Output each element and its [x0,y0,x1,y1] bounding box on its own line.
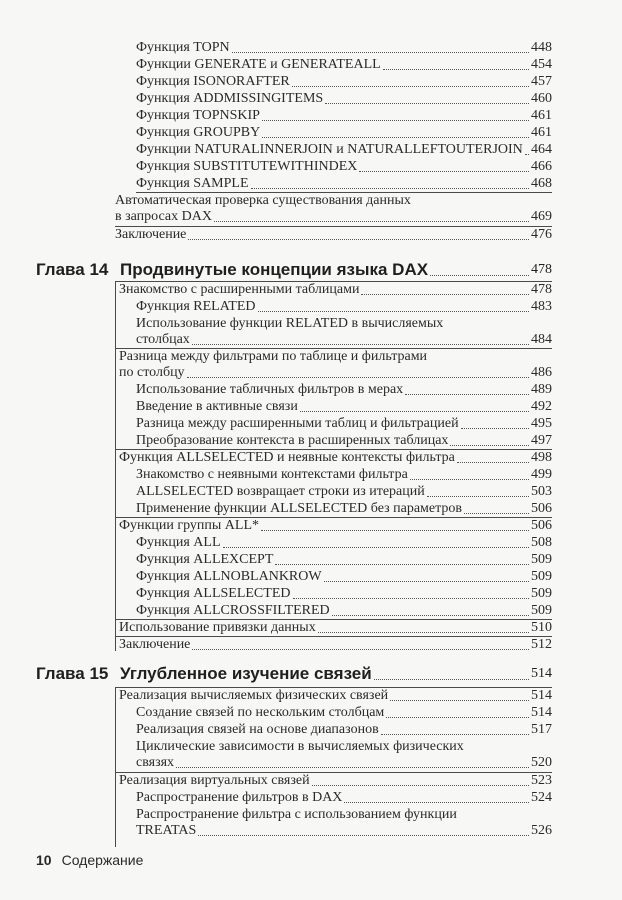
entry-page: 514 [531,688,552,703]
entry-page: 506 [531,518,552,533]
chapter-label: Глава 15 [36,664,109,683]
entry-title: Разница между расширенными таблиц и фильтрацией [136,416,459,431]
entry-title: Знакомство с неявными контекстами фильтра [136,467,408,482]
entry-page: 464 [531,142,552,157]
entry-page: 486 [531,365,552,380]
toc-entry [136,433,552,449]
chapter-page: 514 [531,666,552,681]
toc-entry [136,40,552,56]
entry-page: 526 [531,823,552,838]
entry-page: 509 [531,552,552,567]
toc-entry [136,74,552,90]
running-title: Содержание [61,852,144,868]
entry-title: Заключение [115,227,187,242]
entry-page: 448 [531,40,552,55]
entry-page: 476 [531,227,552,242]
chapter-heading [36,260,552,280]
entry-title-line1: Распространение фильтра с использованием функции [136,807,457,822]
toc-entry [136,552,552,568]
entry-title: Функция ALL [136,535,221,550]
toc-entry [136,159,552,175]
toc-entry [119,620,552,636]
entry-page: 461 [531,125,552,140]
toc-entry [119,450,552,466]
toc-entry [136,705,552,721]
entry-title-line2: по столбцу [119,365,185,380]
entry-title-line1: Разница между фильтрами по таблице и фильтрами [119,349,428,364]
toc-entry [136,807,552,839]
toc-entry [136,299,552,315]
page-number: 10 [36,852,52,868]
entry-page: 509 [531,603,552,618]
entry-title: Функция ALLSELECTED и неявные контексты фильтра [119,450,455,465]
toc-entry [136,569,552,585]
entry-title: Введение в активные связи [136,399,298,414]
entry-page: 508 [531,535,552,550]
toc-entry [136,399,552,415]
toc-entry [136,722,552,738]
entry-title: Использование табличных фильтров в мерах [136,382,404,397]
entry-title: Применение функции ALLSELECTED без параметров [136,501,463,516]
toc-entry [136,739,552,771]
toc-entry [136,57,552,73]
entry-page: 498 [531,450,552,465]
entry-page: 520 [531,755,552,770]
entry-title: Функции группы ALL* [119,518,259,533]
entry-title: Реализация вычисляемых физических связей [119,688,389,703]
entry-title: Функция ALLNOBLANKROW [136,569,322,584]
chapter-page: 478 [531,262,552,277]
entry-title-line1: Использование функции RELATED в вычисляемых [136,316,444,331]
entry-title: Использование привязки данных [119,620,316,635]
toc-entry [136,176,552,192]
entry-title: Функции GENERATE и GENERATEALL [136,57,381,72]
toc-entry [136,484,552,500]
page-footer [36,852,143,868]
chapter-title: Углубленное изучение связей [120,664,372,683]
entry-page: 510 [531,620,552,635]
entry-page: 517 [531,722,552,737]
entry-title: Функция ADDMISSINGITEMS [136,91,324,106]
toc-entry [136,416,552,432]
entry-title-line2: в запросах DAX [115,209,212,224]
entry-title: Функция TOPN [136,40,230,55]
entry-title: Знакомство с расширенными таблицами [119,282,360,297]
entry-page: 509 [531,586,552,601]
toc-entry [136,586,552,602]
chapter-label: Глава 14 [36,260,109,279]
entry-title: Реализация виртуальных связей [119,773,310,788]
entry-title: Функция GROUPBY [136,125,261,140]
toc-entry [115,227,552,243]
entry-page: 499 [531,467,552,482]
entry-title: Функция ALLCROSSFILTERED [136,603,330,618]
entry-title: Функция ALLEXCEPT [136,552,274,567]
toc-entry [136,316,552,348]
entry-title-line2: столбцах [136,332,190,347]
entry-page: 469 [531,209,552,224]
toc-entry [136,501,552,517]
entry-title: Преобразование контекста в расширенных таблицах [136,433,449,448]
entry-page: 514 [531,705,552,720]
entry-page: 478 [531,282,552,297]
toc-entry [119,349,552,381]
entry-page: 461 [531,108,552,123]
toc-entry [136,108,552,124]
entry-title-line2: TREATAS [136,823,197,838]
toc-entry [136,142,552,158]
entry-page: 468 [531,176,552,191]
entry-page: 495 [531,416,552,431]
entry-page: 523 [531,773,552,788]
entry-title-line1: Циклические зависимости в вычисляемых физических [136,739,464,754]
entry-title: Функция TOPNSKIP [136,108,260,123]
toc-entry [136,535,552,551]
entry-page: 509 [531,569,552,584]
entry-page: 454 [531,57,552,72]
chapter-title: Продвинутые концепции языка DAX [120,260,429,279]
entry-title: Функции NATURALINNERJOIN и NATURALLEFTOUTERJOIN [136,142,523,157]
toc-entry [136,91,552,107]
chapter-heading [36,664,552,684]
toc-entry [136,125,552,141]
entry-page: 512 [531,637,552,652]
entry-page: 484 [531,332,552,347]
toc-entry [136,382,552,398]
toc-entry [115,193,552,225]
entry-title-line2: связях [136,755,175,770]
entry-page: 524 [531,790,552,805]
entry-page: 466 [531,159,552,174]
entry-title: Заключение [119,637,191,652]
entry-page: 483 [531,299,552,314]
entry-title: Функция ISONORAFTER [136,74,290,89]
entry-title: Функция RELATED [136,299,256,314]
toc-entry [119,688,552,704]
entry-page: 503 [531,484,552,499]
entry-page: 457 [531,74,552,89]
toc-entry [136,467,552,483]
entry-title: Функция SUBSTITUTEWITHINDEX [136,159,358,174]
entry-page: 492 [531,399,552,414]
entry-title: ALLSELECTED возвращает строки из итераций [136,484,425,499]
toc-entry [119,518,552,534]
entry-page: 497 [531,433,552,448]
toc-entry [136,603,552,619]
entry-title: Создание связей по нескольким столбцам [136,705,385,720]
entry-title: Функция ALLSELECTED [136,586,291,601]
entry-page: 460 [531,91,552,106]
entry-title: Реализация связей на основе диапазонов [136,722,379,737]
toc-entry [119,637,552,653]
entry-title-line1: Автоматическая проверка существования данных [115,193,411,208]
toc-entry [119,773,552,789]
entry-title: Распространение фильтров в DAX [136,790,343,805]
toc-entry [119,282,552,298]
entry-title: Функция SAMPLE [136,176,249,191]
toc-entry [136,790,552,806]
entry-page: 506 [531,501,552,516]
entry-page: 489 [531,382,552,397]
